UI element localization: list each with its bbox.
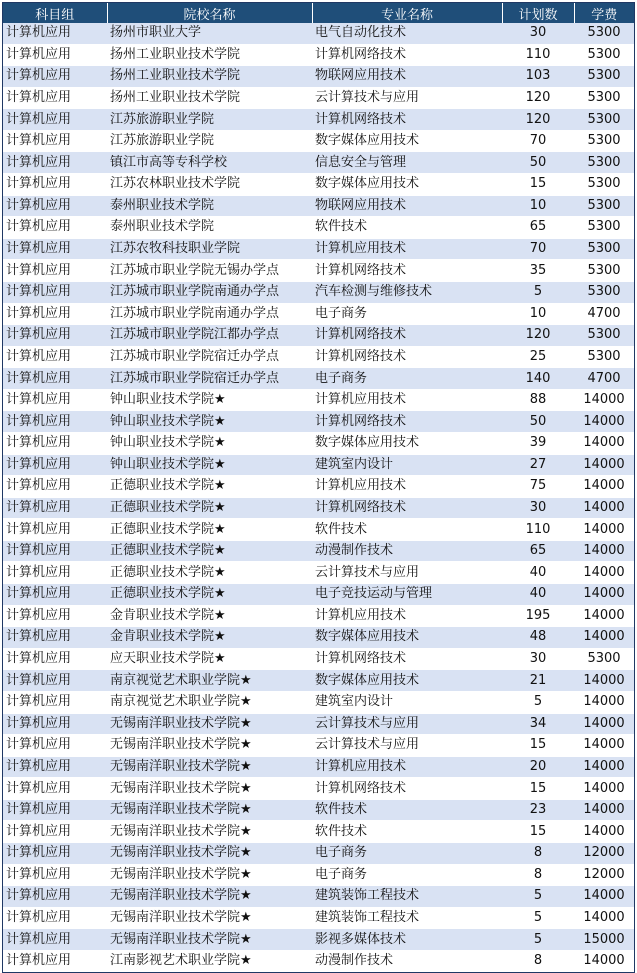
cell-tuition: 5300 bbox=[574, 217, 634, 239]
cell-school-name: 江苏城市职业学院无锡办学点 bbox=[107, 260, 312, 282]
cell-tuition: 14000 bbox=[574, 886, 634, 908]
cell-plan-count: 50 bbox=[502, 152, 574, 174]
cell-subject-group: 计算机应用 bbox=[3, 691, 107, 713]
cell-tuition: 5300 bbox=[574, 648, 634, 670]
cell-major-name: 汽车检测与维修技术 bbox=[312, 281, 502, 303]
cell-tuition: 14000 bbox=[574, 907, 634, 929]
cell-plan-count: 5 bbox=[502, 929, 574, 951]
cell-school-name: 扬州工业职业技术学院 bbox=[107, 44, 312, 66]
table-row bbox=[3, 691, 634, 713]
cell-school-name: 金肯职业技术学院★ bbox=[107, 627, 312, 649]
cell-subject-group: 计算机应用 bbox=[3, 432, 107, 454]
table-row bbox=[3, 303, 634, 325]
cell-major-name: 建筑装饰工程技术 bbox=[312, 886, 502, 908]
cell-plan-count: 34 bbox=[502, 713, 574, 735]
cell-school-name: 江苏城市职业学院南通办学点 bbox=[107, 281, 312, 303]
cell-school-name: 扬州市职业大学 bbox=[107, 23, 312, 44]
cell-tuition: 14000 bbox=[574, 562, 634, 584]
cell-plan-count: 120 bbox=[502, 87, 574, 109]
cell-tuition: 14000 bbox=[574, 476, 634, 498]
cell-major-name: 物联网应用技术 bbox=[312, 195, 502, 217]
cell-school-name: 江苏旅游职业学院 bbox=[107, 130, 312, 152]
cell-tuition: 14000 bbox=[574, 670, 634, 692]
cell-subject-group: 计算机应用 bbox=[3, 778, 107, 800]
cell-plan-count: 120 bbox=[502, 109, 574, 131]
cell-major-name: 数字媒体应用技术 bbox=[312, 627, 502, 649]
enrollment-table-container bbox=[2, 2, 635, 973]
cell-subject-group: 计算机应用 bbox=[3, 346, 107, 368]
table-row bbox=[3, 670, 634, 692]
cell-major-name: 云计算技术与应用 bbox=[312, 713, 502, 735]
cell-plan-count: 195 bbox=[502, 605, 574, 627]
cell-tuition: 5300 bbox=[574, 195, 634, 217]
cell-tuition: 5300 bbox=[574, 281, 634, 303]
cell-school-name: 钟山职业技术学院★ bbox=[107, 389, 312, 411]
header-school-name: 院校名称 bbox=[107, 3, 312, 23]
cell-subject-group: 计算机应用 bbox=[3, 670, 107, 692]
table-row bbox=[3, 907, 634, 929]
table-row bbox=[3, 648, 634, 670]
table-row bbox=[3, 454, 634, 476]
table-row bbox=[3, 411, 634, 433]
table-row bbox=[3, 217, 634, 239]
cell-major-name: 建筑室内设计 bbox=[312, 454, 502, 476]
cell-plan-count: 65 bbox=[502, 540, 574, 562]
cell-school-name: 无锡南洋职业技术学院★ bbox=[107, 778, 312, 800]
cell-major-name: 计算机网络技术 bbox=[312, 260, 502, 282]
cell-tuition: 14000 bbox=[574, 454, 634, 476]
cell-school-name: 无锡南洋职业技术学院★ bbox=[107, 886, 312, 908]
cell-subject-group: 计算机应用 bbox=[3, 735, 107, 757]
cell-subject-group: 计算机应用 bbox=[3, 821, 107, 843]
cell-tuition: 5300 bbox=[574, 109, 634, 131]
cell-plan-count: 39 bbox=[502, 432, 574, 454]
table-row bbox=[3, 562, 634, 584]
cell-major-name: 电子商务 bbox=[312, 303, 502, 325]
cell-tuition: 5300 bbox=[574, 44, 634, 66]
cell-tuition: 4700 bbox=[574, 303, 634, 325]
cell-school-name: 镇江市高等专科学校 bbox=[107, 152, 312, 174]
cell-plan-count: 10 bbox=[502, 303, 574, 325]
cell-plan-count: 15 bbox=[502, 174, 574, 196]
table-row bbox=[3, 174, 634, 196]
table-row bbox=[3, 584, 634, 606]
cell-tuition: 5300 bbox=[574, 152, 634, 174]
cell-school-name: 正德职业技术学院★ bbox=[107, 519, 312, 541]
cell-school-name: 无锡南洋职业技术学院★ bbox=[107, 864, 312, 886]
cell-major-name: 电子商务 bbox=[312, 864, 502, 886]
cell-plan-count: 30 bbox=[502, 497, 574, 519]
cell-school-name: 无锡南洋职业技术学院★ bbox=[107, 907, 312, 929]
cell-plan-count: 27 bbox=[502, 454, 574, 476]
cell-tuition: 14000 bbox=[574, 821, 634, 843]
cell-tuition: 14000 bbox=[574, 691, 634, 713]
cell-plan-count: 40 bbox=[502, 562, 574, 584]
table-row bbox=[3, 756, 634, 778]
cell-major-name: 电子商务 bbox=[312, 368, 502, 390]
cell-subject-group: 计算机应用 bbox=[3, 713, 107, 735]
table-row bbox=[3, 778, 634, 800]
cell-school-name: 无锡南洋职业技术学院★ bbox=[107, 842, 312, 864]
cell-plan-count: 8 bbox=[502, 950, 574, 972]
cell-tuition: 14000 bbox=[574, 735, 634, 757]
cell-major-name: 云计算技术与应用 bbox=[312, 562, 502, 584]
table-row bbox=[3, 842, 634, 864]
cell-tuition: 5300 bbox=[574, 23, 634, 44]
cell-school-name: 无锡南洋职业技术学院★ bbox=[107, 799, 312, 821]
cell-subject-group: 计算机应用 bbox=[3, 389, 107, 411]
cell-tuition: 14000 bbox=[574, 432, 634, 454]
cell-plan-count: 75 bbox=[502, 476, 574, 498]
cell-school-name: 江苏城市职业学院江都办学点 bbox=[107, 325, 312, 347]
cell-plan-count: 40 bbox=[502, 584, 574, 606]
cell-plan-count: 15 bbox=[502, 778, 574, 800]
cell-plan-count: 65 bbox=[502, 217, 574, 239]
cell-major-name: 计算机应用技术 bbox=[312, 389, 502, 411]
table-row bbox=[3, 540, 634, 562]
cell-subject-group: 计算机应用 bbox=[3, 130, 107, 152]
cell-tuition: 14000 bbox=[574, 497, 634, 519]
cell-major-name: 软件技术 bbox=[312, 799, 502, 821]
cell-subject-group: 计算机应用 bbox=[3, 44, 107, 66]
cell-major-name: 云计算技术与应用 bbox=[312, 87, 502, 109]
cell-plan-count: 8 bbox=[502, 864, 574, 886]
cell-subject-group: 计算机应用 bbox=[3, 929, 107, 951]
cell-school-name: 无锡南洋职业技术学院★ bbox=[107, 756, 312, 778]
table-row bbox=[3, 195, 634, 217]
cell-plan-count: 70 bbox=[502, 130, 574, 152]
cell-school-name: 钟山职业技术学院★ bbox=[107, 454, 312, 476]
cell-major-name: 影视多媒体技术 bbox=[312, 929, 502, 951]
cell-subject-group: 计算机应用 bbox=[3, 23, 107, 44]
cell-major-name: 计算机网络技术 bbox=[312, 497, 502, 519]
cell-tuition: 5300 bbox=[574, 325, 634, 347]
cell-tuition: 14000 bbox=[574, 778, 634, 800]
table-row bbox=[3, 799, 634, 821]
table-row bbox=[3, 389, 634, 411]
cell-school-name: 钟山职业技术学院★ bbox=[107, 411, 312, 433]
table-row bbox=[3, 66, 634, 88]
cell-school-name: 应天职业技术学院★ bbox=[107, 648, 312, 670]
cell-plan-count: 15 bbox=[502, 735, 574, 757]
cell-tuition: 14000 bbox=[574, 756, 634, 778]
cell-subject-group: 计算机应用 bbox=[3, 476, 107, 498]
cell-subject-group: 计算机应用 bbox=[3, 605, 107, 627]
enrollment-plan-table bbox=[3, 3, 634, 972]
cell-major-name: 计算机网络技术 bbox=[312, 778, 502, 800]
table-row bbox=[3, 735, 634, 757]
cell-major-name: 动漫制作技术 bbox=[312, 950, 502, 972]
header-subject-group: 科目组 bbox=[3, 3, 107, 23]
cell-major-name: 计算机应用技术 bbox=[312, 238, 502, 260]
table-header bbox=[3, 3, 634, 23]
cell-major-name: 计算机应用技术 bbox=[312, 605, 502, 627]
cell-major-name: 计算机应用技术 bbox=[312, 756, 502, 778]
table-row bbox=[3, 87, 634, 109]
cell-plan-count: 5 bbox=[502, 281, 574, 303]
cell-plan-count: 8 bbox=[502, 842, 574, 864]
cell-major-name: 计算机应用技术 bbox=[312, 476, 502, 498]
table-row bbox=[3, 130, 634, 152]
cell-subject-group: 计算机应用 bbox=[3, 584, 107, 606]
cell-subject-group: 计算机应用 bbox=[3, 238, 107, 260]
cell-major-name: 软件技术 bbox=[312, 821, 502, 843]
table-row bbox=[3, 23, 634, 44]
cell-school-name: 金肯职业技术学院★ bbox=[107, 605, 312, 627]
cell-school-name: 江苏城市职业学院宿迁办学点 bbox=[107, 368, 312, 390]
cell-subject-group: 计算机应用 bbox=[3, 648, 107, 670]
cell-school-name: 江苏农林职业技术学院 bbox=[107, 174, 312, 196]
cell-subject-group: 计算机应用 bbox=[3, 174, 107, 196]
cell-subject-group: 计算机应用 bbox=[3, 864, 107, 886]
header-row bbox=[3, 3, 634, 23]
table-row bbox=[3, 713, 634, 735]
cell-subject-group: 计算机应用 bbox=[3, 109, 107, 131]
cell-tuition: 14000 bbox=[574, 389, 634, 411]
cell-plan-count: 120 bbox=[502, 325, 574, 347]
cell-subject-group: 计算机应用 bbox=[3, 842, 107, 864]
cell-plan-count: 35 bbox=[502, 260, 574, 282]
cell-tuition: 14000 bbox=[574, 411, 634, 433]
cell-tuition: 12000 bbox=[574, 842, 634, 864]
cell-plan-count: 70 bbox=[502, 238, 574, 260]
cell-plan-count: 103 bbox=[502, 66, 574, 88]
cell-tuition: 14000 bbox=[574, 713, 634, 735]
cell-major-name: 电子商务 bbox=[312, 842, 502, 864]
cell-plan-count: 15 bbox=[502, 821, 574, 843]
cell-plan-count: 50 bbox=[502, 411, 574, 433]
table-row bbox=[3, 476, 634, 498]
cell-plan-count: 88 bbox=[502, 389, 574, 411]
cell-major-name: 建筑室内设计 bbox=[312, 691, 502, 713]
table-row bbox=[3, 281, 634, 303]
cell-plan-count: 30 bbox=[502, 23, 574, 44]
cell-tuition: 5300 bbox=[574, 87, 634, 109]
table-row bbox=[3, 519, 634, 541]
cell-school-name: 江苏旅游职业学院 bbox=[107, 109, 312, 131]
table-row bbox=[3, 605, 634, 627]
cell-subject-group: 计算机应用 bbox=[3, 627, 107, 649]
cell-major-name: 电气自动化技术 bbox=[312, 23, 502, 44]
cell-tuition: 12000 bbox=[574, 864, 634, 886]
table-row bbox=[3, 864, 634, 886]
cell-major-name: 动漫制作技术 bbox=[312, 540, 502, 562]
cell-major-name: 计算机网络技术 bbox=[312, 325, 502, 347]
cell-school-name: 江苏城市职业学院南通办学点 bbox=[107, 303, 312, 325]
table-row bbox=[3, 325, 634, 347]
cell-subject-group: 计算机应用 bbox=[3, 907, 107, 929]
cell-tuition: 14000 bbox=[574, 799, 634, 821]
cell-tuition: 14000 bbox=[574, 627, 634, 649]
cell-school-name: 无锡南洋职业技术学院★ bbox=[107, 713, 312, 735]
cell-school-name: 江苏农牧科技职业学院 bbox=[107, 238, 312, 260]
cell-major-name: 数字媒体应用技术 bbox=[312, 432, 502, 454]
header-major-name: 专业名称 bbox=[312, 3, 502, 23]
cell-tuition: 14000 bbox=[574, 950, 634, 972]
cell-plan-count: 10 bbox=[502, 195, 574, 217]
cell-major-name: 信息安全与管理 bbox=[312, 152, 502, 174]
cell-subject-group: 计算机应用 bbox=[3, 562, 107, 584]
cell-plan-count: 5 bbox=[502, 886, 574, 908]
cell-subject-group: 计算机应用 bbox=[3, 303, 107, 325]
cell-major-name: 软件技术 bbox=[312, 519, 502, 541]
cell-school-name: 正德职业技术学院★ bbox=[107, 584, 312, 606]
cell-plan-count: 5 bbox=[502, 907, 574, 929]
cell-subject-group: 计算机应用 bbox=[3, 195, 107, 217]
cell-school-name: 钟山职业技术学院★ bbox=[107, 432, 312, 454]
cell-subject-group: 计算机应用 bbox=[3, 368, 107, 390]
cell-subject-group: 计算机应用 bbox=[3, 540, 107, 562]
cell-major-name: 计算机网络技术 bbox=[312, 44, 502, 66]
cell-major-name: 物联网应用技术 bbox=[312, 66, 502, 88]
cell-major-name: 数字媒体应用技术 bbox=[312, 130, 502, 152]
cell-tuition: 5300 bbox=[574, 174, 634, 196]
cell-subject-group: 计算机应用 bbox=[3, 87, 107, 109]
cell-major-name: 计算机网络技术 bbox=[312, 346, 502, 368]
cell-tuition: 5300 bbox=[574, 238, 634, 260]
cell-subject-group: 计算机应用 bbox=[3, 519, 107, 541]
cell-tuition: 14000 bbox=[574, 584, 634, 606]
table-row bbox=[3, 950, 634, 972]
cell-plan-count: 140 bbox=[502, 368, 574, 390]
cell-subject-group: 计算机应用 bbox=[3, 260, 107, 282]
cell-plan-count: 110 bbox=[502, 44, 574, 66]
cell-school-name: 无锡南洋职业技术学院★ bbox=[107, 821, 312, 843]
table-row bbox=[3, 44, 634, 66]
cell-school-name: 无锡南洋职业技术学院★ bbox=[107, 929, 312, 951]
cell-subject-group: 计算机应用 bbox=[3, 281, 107, 303]
cell-tuition: 5300 bbox=[574, 346, 634, 368]
cell-subject-group: 计算机应用 bbox=[3, 454, 107, 476]
table-row bbox=[3, 929, 634, 951]
table-row bbox=[3, 346, 634, 368]
cell-tuition: 4700 bbox=[574, 368, 634, 390]
cell-major-name: 计算机网络技术 bbox=[312, 411, 502, 433]
cell-tuition: 14000 bbox=[574, 540, 634, 562]
cell-school-name: 无锡南洋职业技术学院★ bbox=[107, 735, 312, 757]
cell-subject-group: 计算机应用 bbox=[3, 152, 107, 174]
cell-major-name: 软件技术 bbox=[312, 217, 502, 239]
cell-subject-group: 计算机应用 bbox=[3, 756, 107, 778]
cell-subject-group: 计算机应用 bbox=[3, 497, 107, 519]
cell-tuition: 15000 bbox=[574, 929, 634, 951]
cell-school-name: 南京视觉艺术职业学院★ bbox=[107, 670, 312, 692]
table-body bbox=[3, 23, 634, 972]
cell-major-name: 计算机网络技术 bbox=[312, 648, 502, 670]
cell-major-name: 数字媒体应用技术 bbox=[312, 670, 502, 692]
cell-major-name: 云计算技术与应用 bbox=[312, 735, 502, 757]
cell-subject-group: 计算机应用 bbox=[3, 950, 107, 972]
table-row bbox=[3, 368, 634, 390]
cell-subject-group: 计算机应用 bbox=[3, 217, 107, 239]
header-plan-count: 计划数 bbox=[502, 3, 574, 23]
table-row bbox=[3, 886, 634, 908]
table-row bbox=[3, 152, 634, 174]
cell-tuition: 5300 bbox=[574, 66, 634, 88]
cell-plan-count: 25 bbox=[502, 346, 574, 368]
table-row bbox=[3, 238, 634, 260]
cell-plan-count: 110 bbox=[502, 519, 574, 541]
cell-school-name: 扬州工业职业技术学院 bbox=[107, 66, 312, 88]
cell-school-name: 正德职业技术学院★ bbox=[107, 476, 312, 498]
cell-plan-count: 20 bbox=[502, 756, 574, 778]
cell-school-name: 正德职业技术学院★ bbox=[107, 540, 312, 562]
cell-subject-group: 计算机应用 bbox=[3, 886, 107, 908]
cell-tuition: 14000 bbox=[574, 605, 634, 627]
header-tuition: 学费 bbox=[574, 3, 634, 23]
cell-tuition: 5300 bbox=[574, 260, 634, 282]
cell-plan-count: 23 bbox=[502, 799, 574, 821]
table-row bbox=[3, 109, 634, 131]
cell-subject-group: 计算机应用 bbox=[3, 325, 107, 347]
cell-major-name: 计算机网络技术 bbox=[312, 109, 502, 131]
cell-subject-group: 计算机应用 bbox=[3, 411, 107, 433]
cell-plan-count: 48 bbox=[502, 627, 574, 649]
cell-school-name: 南京视觉艺术职业学院★ bbox=[107, 691, 312, 713]
cell-major-name: 数字媒体应用技术 bbox=[312, 174, 502, 196]
cell-school-name: 江南影视艺术职业学院★ bbox=[107, 950, 312, 972]
cell-school-name: 正德职业技术学院★ bbox=[107, 562, 312, 584]
cell-school-name: 泰州职业技术学院 bbox=[107, 217, 312, 239]
table-row bbox=[3, 260, 634, 282]
cell-tuition: 5300 bbox=[574, 130, 634, 152]
cell-plan-count: 21 bbox=[502, 670, 574, 692]
cell-major-name: 建筑装饰工程技术 bbox=[312, 907, 502, 929]
cell-school-name: 江苏城市职业学院宿迁办学点 bbox=[107, 346, 312, 368]
cell-major-name: 电子竞技运动与管理 bbox=[312, 584, 502, 606]
cell-plan-count: 30 bbox=[502, 648, 574, 670]
cell-tuition: 14000 bbox=[574, 519, 634, 541]
cell-subject-group: 计算机应用 bbox=[3, 799, 107, 821]
cell-school-name: 扬州工业职业技术学院 bbox=[107, 87, 312, 109]
cell-school-name: 泰州职业技术学院 bbox=[107, 195, 312, 217]
table-row bbox=[3, 627, 634, 649]
cell-plan-count: 5 bbox=[502, 691, 574, 713]
cell-subject-group: 计算机应用 bbox=[3, 66, 107, 88]
table-row bbox=[3, 821, 634, 843]
table-row bbox=[3, 432, 634, 454]
table-row bbox=[3, 497, 634, 519]
cell-school-name: 正德职业技术学院★ bbox=[107, 497, 312, 519]
